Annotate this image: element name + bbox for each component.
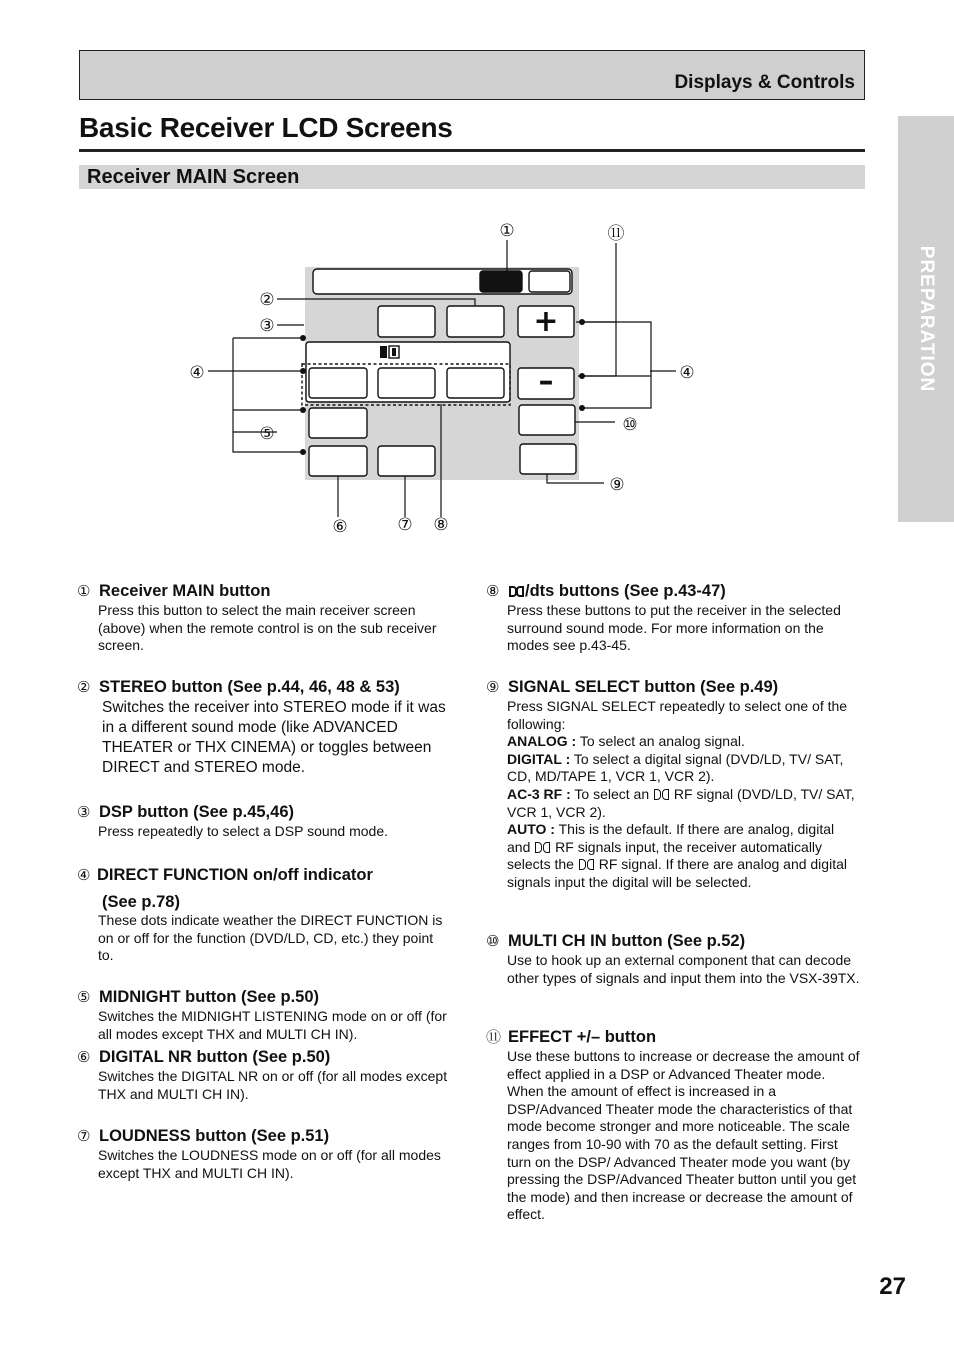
stereo-button: [447, 306, 504, 337]
signal-select-button: [520, 444, 576, 474]
signal-ac3: AC-3 RF : To select an RF signal (DVD/LD, TV/ SAT, VCR 1, VCR 2).: [507, 785, 855, 820]
dolby-button-1: [309, 368, 367, 398]
item-title-line2: (See p.78): [102, 893, 180, 911]
item-multi-ch-in: ⑩ MULTI CH IN button (See p.52) Use to hook up an external component that can decode other types of signals and input them into the VSX-39TX.: [486, 932, 860, 986]
item-title: STEREO button (See p.44, 46, 48 & 53): [99, 678, 400, 696]
item-title: MIDNIGHT button (See p.50): [99, 988, 319, 1006]
lcd-diagram: [0, 0, 954, 560]
callout-7: ⑦: [397, 515, 413, 535]
item-body: Switches the receiver into STEREO mode if it was in a different sound mode (like ADVANCED THEATER or THX CINEMA) or toggles between DIRECT and STEREO mode.: [102, 699, 446, 776]
dolby-button-2: [378, 368, 435, 398]
section-title: Receiver MAIN Screen: [87, 166, 300, 188]
item-midnight: ⑤ MIDNIGHT button (See p.50) Switches the MIDNIGHT LISTENING mode on or off (for all modes except THX and MULTI CH IN).: [77, 987, 452, 1043]
item-body: Press SIGNAL SELECT repeatedly to select one of the following:: [507, 698, 848, 732]
dsp-button: [378, 306, 435, 337]
multi-ch-in-button: [519, 405, 575, 435]
page-title: Basic Receiver LCD Screens: [79, 112, 453, 143]
item-digital-nr: ⑥ DIGITAL NR button (See p.50) Switches the DIGITAL NR on or off (for all modes except THX and MULTI CH IN).: [77, 1047, 452, 1103]
callout-11: ⑪: [607, 224, 625, 244]
item-title: DIRECT FUNCTION on/off indicator: [97, 866, 373, 884]
signal-digital: DIGITAL : To select a digital signal (DVD/LD, TV/ SAT, CD, MD/TAPE 1, VCR 1, VCR 2).: [507, 750, 844, 785]
dolby-digital-icon: [654, 789, 669, 800]
signal-auto: AUTO : This is the default. If there are analog, digital and RF signals input, the receiver automatically selects the RF signal. If there are analog and digital signals input the digital will be selected.: [507, 821, 847, 890]
item-loudness: ⑦ LOUDNESS button (See p.51) Switches the LOUDNESS mode on or off (for all modes except THX and MULTI CH IN).: [77, 1126, 452, 1182]
item-title: /dts buttons (See p.43-47): [525, 582, 726, 600]
callout-6: ⑥: [332, 517, 348, 537]
item-dolby-dts: ⑧ /dts buttons (See p.43-47) Press these buttons to put the receiver in the selected surround sound mode. For more information on the modes see p.43-45.: [486, 581, 861, 655]
dts-button: [447, 368, 504, 398]
callout-8: ⑧: [433, 515, 449, 535]
callout-1: ①: [499, 221, 515, 241]
item-title: DIGITAL NR button (See p.50): [99, 1048, 331, 1066]
item-receiver-main: ① Receiver MAIN button Press this button to select the main receiver screen (above) when the remote control is on the sub receiver screen.: [77, 581, 452, 655]
callout-9: ⑨: [609, 475, 625, 495]
signal-analog: ANALOG : To select an analog signal.: [507, 733, 745, 750]
item-title: MULTI CH IN button (See p.52): [508, 932, 746, 950]
header-section-label: Displays & Controls: [674, 72, 855, 93]
item-body: Press these buttons to put the receiver in the selected surround sound mode. For more information on the modes see p.43-45.: [507, 602, 841, 654]
callout-10: ⑩: [622, 415, 638, 435]
dolby-digital-icon: [579, 859, 594, 870]
item-title: Receiver MAIN button: [99, 582, 271, 600]
item-effect: ⑪ EFFECT +/– button Use these buttons to increase or decrease the amount of effect applied in a DSP or Advanced Theater mode. When the amount of effect is increased in a DSP/Advanced Theater mode the characteristics of that mode become stronger and more noticeable. The scale ranges from 10-90 with 70 as the default setting. First turn on the DSP/ Advanced Theater mode you want (by pressing the DSP/Advanced Theater button until you get the mode) and then increase or decrease the amount of effect.: [486, 1028, 860, 1223]
callout-5: ⑤: [259, 424, 275, 444]
page-number: 27: [879, 1273, 906, 1300]
item-title: EFFECT +/– button: [508, 1028, 657, 1046]
dolby-digital-icon: [535, 842, 550, 853]
plus-icon: +: [533, 304, 559, 339]
item-title: DSP button (See p.45,46): [99, 803, 294, 821]
sub-receiver-button: [529, 271, 570, 292]
digital-nr-button: [309, 446, 367, 476]
item-title: LOUDNESS button (See p.51): [99, 1127, 330, 1145]
callout-3: ③: [259, 316, 275, 336]
midnight-button: [309, 408, 367, 438]
callout-4-left: ④: [189, 363, 205, 383]
item-body: Press repeatedly to select a DSP sound mode.: [98, 823, 389, 839]
callout-4-right: ④: [679, 363, 695, 383]
callout-2: ②: [259, 290, 275, 310]
item-body: Switches the LOUDNESS mode on or off (for all modes except THX and MULTI CH IN).: [98, 1147, 441, 1181]
dolby-digital-icon: [509, 586, 524, 597]
loudness-button: [378, 446, 435, 476]
item-body: Switches the MIDNIGHT LISTENING mode on or off (for all modes except THX and MULTI CH IN).: [98, 1008, 447, 1042]
item-signal-select: ⑨ SIGNAL SELECT button (See p.49) Press SIGNAL SELECT repeatedly to select one of the following: ANALOG : To select an analog signal. DIGITAL : To select a digital signal (DVD/LD, TV/ SAT, CD, MD/TAPE 1, VCR 1, VCR 2). AC-3 RF : To select an RF signal (DVD/LD, TV/ SAT, VCR 1, VCR 2). AUTO : This is the default. If there are analog, digital and RF signals input, the receiver automatically selects the RF signal. If there are analog and digital signals input the digital will be selected.: [486, 677, 861, 892]
item-body: These dots indicate weather the DIRECT FUNCTION is on or off for the function (DVD/LD, CD, etc.) they point to.: [98, 912, 443, 964]
item-direct-function: ④ DIRECT FUNCTION on/off indicator (See p.78) These dots indicate weather the DIRECT FUNCTION is on or off for the function (DVD/LD, CD, etc.) they point to.: [77, 865, 452, 965]
item-title: SIGNAL SELECT button (See p.49): [508, 678, 779, 696]
item-body: Press this button to select the main receiver screen (above) when the remote control is on the sub receiver screen.: [98, 602, 437, 654]
item-body: Use to hook up an external component that can decode other types of signals and input them into the VSX-39TX.: [507, 952, 860, 986]
item-dsp: ③ DSP button (See p.45,46) Press repeatedly to select a DSP sound mode.: [77, 802, 452, 841]
minus-icon: –: [538, 364, 554, 399]
item-stereo: ② STEREO button (See p.44, 46, 48 & 53) Switches the receiver into STEREO mode if it was in a different sound mode (like ADVANCED THEATER or THX CINEMA) or toggles between DIRECT and STEREO mode.: [77, 677, 452, 778]
item-body: Use these buttons to increase or decrease the amount of effect applied in a DSP or Advanced Theater mode. When the amount of effect is increased in a DSP/Advanced Theater mode the characteristics of that mode become stronger and more noticeable. The scale ranges from 10-90 with 70 as the default setting. First turn on the DSP/ Advanced Theater mode you want (by pressing the DSP/Advanced Theater button until you get the mode) and then increase or decrease the amount of effect.: [507, 1048, 860, 1223]
side-tab-label: PREPARATION: [916, 245, 937, 393]
item-body: Switches the DIGITAL NR on or off (for all modes except THX and MULTI CH IN).: [98, 1068, 448, 1102]
